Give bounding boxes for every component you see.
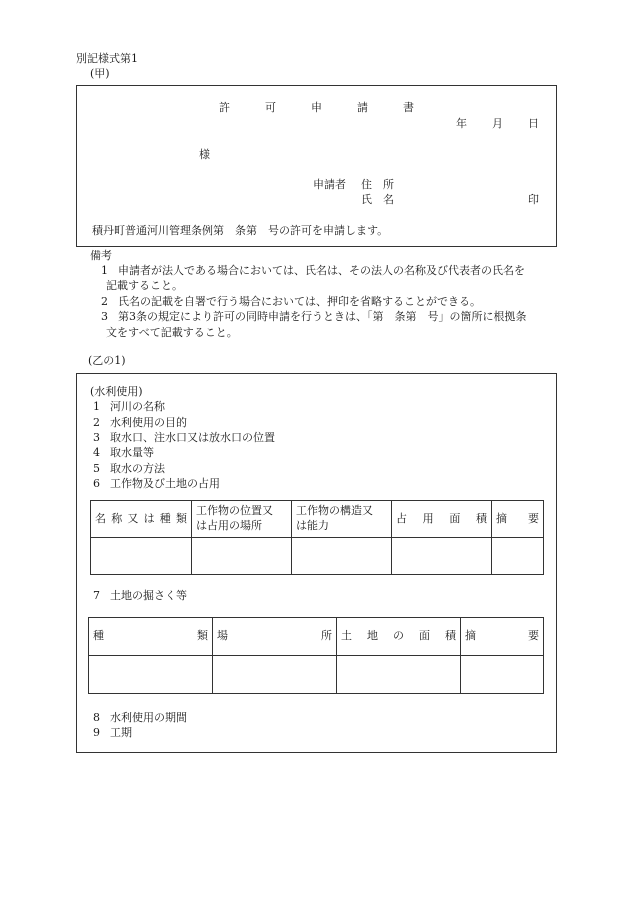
note-3-text-cont: 文をすべて記載すること。 — [106, 326, 238, 339]
header-char: 類 — [175, 511, 187, 525]
date-month: 月 — [492, 117, 503, 130]
header-char: の — [393, 629, 404, 643]
header-char: 用 — [422, 511, 434, 525]
title-char: 請 — [357, 101, 368, 114]
notes-heading: 備考 — [90, 249, 112, 262]
header-char: 要 — [528, 511, 539, 525]
item-4-num: 4 — [93, 446, 100, 459]
header-char: 積 — [475, 511, 487, 525]
item-8-num: 8 — [93, 711, 100, 724]
form-label: 別記様式第1 — [76, 52, 138, 65]
item-1-text: 河川の名称 — [110, 400, 165, 413]
header-line: 工作物の位置又 — [196, 504, 273, 518]
title-char: 可 — [265, 101, 276, 114]
col-type — [89, 618, 213, 656]
col-name-or-type — [91, 501, 192, 538]
table-cell — [292, 538, 392, 575]
table-cell — [192, 538, 292, 575]
header-char: 類 — [197, 629, 208, 643]
water-use-heading: (水利使用) — [90, 385, 143, 398]
variant-a-label: (甲) — [90, 67, 110, 80]
note-1-text-cont: 記載すること。 — [106, 279, 183, 292]
table-cell — [213, 656, 337, 694]
item-6-num: 6 — [93, 477, 100, 490]
variant-b-label: (乙の1) — [88, 354, 126, 367]
seal-mark: 印 — [528, 193, 539, 206]
header-char: 所 — [321, 629, 332, 643]
table-row — [91, 538, 544, 575]
header-char: 称 — [111, 511, 123, 525]
header-char: 摘 — [496, 511, 507, 525]
header-char: 土 — [341, 629, 352, 643]
title-char: 書 — [403, 101, 414, 114]
item-7-text: 土地の掘さく等 — [110, 589, 187, 602]
header-char: 地 — [367, 629, 378, 643]
name-label: 氏 名 — [361, 193, 394, 206]
table-header-row — [89, 618, 544, 656]
header-char: 名 — [95, 511, 106, 525]
table-header-row — [91, 501, 544, 538]
item-4-text: 取水量等 — [110, 446, 154, 459]
header-char: 種 — [93, 629, 104, 643]
col-occupied-area — [392, 501, 492, 538]
addressee-suffix: 様 — [199, 148, 210, 161]
item-7-num: 7 — [93, 589, 100, 602]
item-3-num: 3 — [93, 431, 100, 444]
item-3-text: 取水口、注水口又は放水口の位置 — [110, 431, 275, 444]
col-structure-location — [192, 501, 292, 538]
item-6-text: 工作物及び土地の占用 — [110, 477, 220, 490]
application-title — [219, 102, 414, 113]
applicant-label: 申請者 — [313, 178, 346, 191]
header-char: 面 — [449, 511, 461, 525]
col-remarks — [461, 618, 544, 656]
note-1-num: 1 — [101, 264, 108, 277]
item-9-text: 工期 — [110, 726, 132, 739]
note-2-num: 2 — [101, 295, 108, 308]
application-statement: 積丹町普通河川管理条例第 条第 号の許可を申請します。 — [92, 224, 389, 237]
header-line: 工作物の構造又 — [296, 504, 373, 518]
title-char: 許 — [219, 101, 230, 114]
header-char: 摘 — [465, 629, 476, 643]
note-3-text: 第3条の規定により許可の同時申請を行うときは、「第 条第 号」の箇所に根拠条 — [118, 310, 527, 323]
header-char: は — [143, 511, 155, 525]
item-8-text: 水利使用の期間 — [110, 711, 187, 724]
occupancy-table — [90, 500, 544, 575]
note-1-text: 申請者が法人である場合においては、氏名は、その法人の名称及び代表者の氏名を — [118, 264, 525, 277]
table-cell — [461, 656, 544, 694]
table-cell — [337, 656, 461, 694]
title-char: 申 — [311, 101, 322, 114]
table-row — [89, 656, 544, 694]
header-char: 種 — [159, 511, 171, 525]
table-cell — [392, 538, 492, 575]
header-line: は占用の場所 — [196, 519, 262, 532]
table-cell — [492, 538, 544, 575]
header-line: は能力 — [296, 519, 329, 532]
date-line — [456, 118, 539, 129]
header-char: 要 — [528, 629, 539, 643]
header-char: 面 — [419, 629, 430, 643]
excavation-table — [88, 617, 544, 694]
address-label: 住 所 — [361, 178, 394, 191]
date-day: 日 — [528, 117, 539, 130]
item-2-num: 2 — [93, 416, 100, 429]
header-char: 又 — [127, 511, 139, 525]
col-remarks — [492, 501, 544, 538]
item-9-num: 9 — [93, 726, 100, 739]
item-5-text: 取水の方法 — [110, 462, 165, 475]
header-char: 場 — [217, 629, 228, 643]
col-location — [213, 618, 337, 656]
item-5-num: 5 — [93, 462, 100, 475]
note-3-num: 3 — [101, 310, 108, 323]
col-structure-capacity — [292, 501, 392, 538]
item-1-num: 1 — [93, 400, 100, 413]
item-2-text: 水利使用の目的 — [110, 416, 187, 429]
note-2-text: 氏名の記載を自署で行う場合においては、押印を省略することができる。 — [118, 295, 481, 308]
date-year: 年 — [456, 117, 467, 130]
col-land-area — [337, 618, 461, 656]
table-cell — [89, 656, 213, 694]
header-char: 積 — [445, 629, 456, 643]
table-cell — [91, 538, 192, 575]
header-char: 占 — [396, 511, 407, 525]
